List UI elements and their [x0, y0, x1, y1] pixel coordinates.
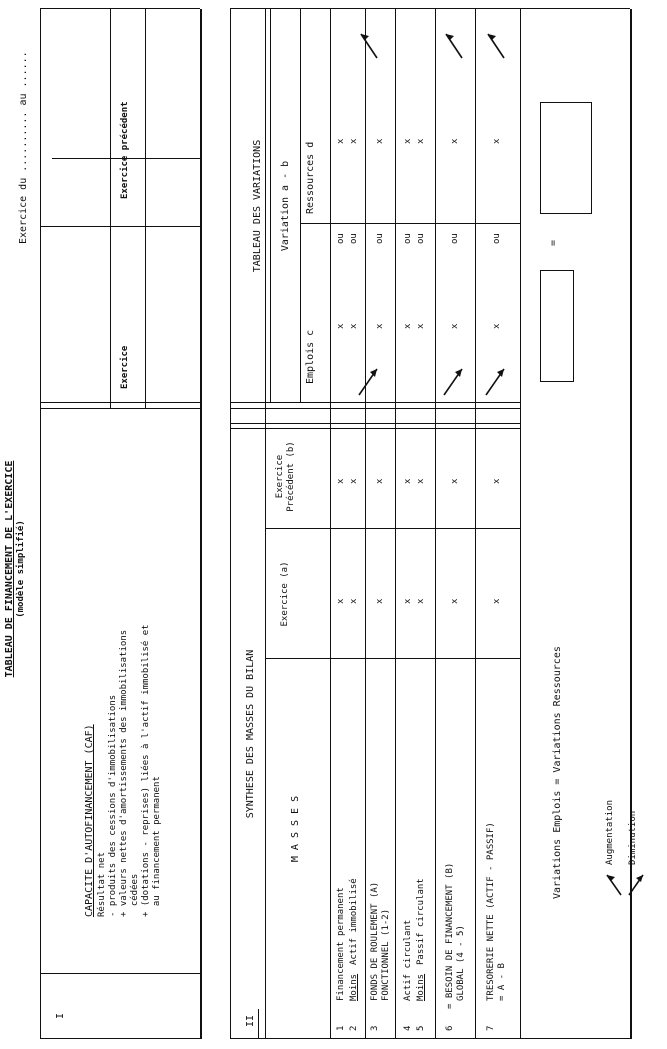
table-cell: x	[403, 598, 413, 604]
table-cell: x	[349, 598, 359, 604]
table-cell: Moins	[416, 973, 426, 1001]
table-cell: ou	[450, 233, 460, 244]
table-cell: x	[375, 598, 385, 604]
bilan-heading: SYNTHESE DES MASSES DU BILAN	[245, 649, 256, 819]
table-cell: x	[349, 138, 359, 144]
emplois-total-box	[540, 270, 574, 382]
table-cell: x	[349, 323, 359, 329]
ressources-label: Ressources d	[305, 141, 316, 214]
table-cell: x	[450, 323, 460, 329]
table-cell: 3	[370, 1025, 380, 1031]
table-cell: TRESORERIE NETTE (ACTIF - PASSIF)	[486, 822, 496, 1001]
diminution-arrow-icon	[625, 869, 647, 899]
caf-col-current: Exercice	[120, 345, 130, 389]
caf-heading: CAPACITE D'AUTOFINANCEMENT (CAF)	[84, 724, 95, 917]
table-cell: ou	[403, 233, 413, 244]
table-cell: FONCTIONNEL (1-2)	[381, 908, 391, 1001]
equality-note: Variations Emplois = Variations Ressources	[552, 646, 563, 899]
decrease-arrow-icon	[355, 359, 385, 399]
table-cell: 6	[445, 1025, 455, 1031]
document-title: TABLEAU DE FINANCEMENT DE L'EXERCICE	[4, 460, 15, 678]
table-cell: x	[450, 138, 460, 144]
variations-heading: TABLEAU DES VARIATIONS	[252, 139, 263, 273]
table-cell: Moins	[349, 973, 359, 1001]
table-cell: x	[336, 478, 346, 484]
table-cell: GLOBAL (4 - 5)	[456, 925, 466, 1001]
variation-label: Variation a - b	[280, 160, 291, 252]
table-cell: x	[403, 138, 413, 144]
col-a-header: Exercice (a)	[280, 561, 290, 627]
table-cell: ou	[375, 233, 385, 244]
table-cell: x	[403, 323, 413, 329]
table-cell: ou	[336, 233, 346, 244]
table-cell: x	[416, 478, 426, 484]
table-cell: 2	[349, 1025, 359, 1031]
table-cell: x	[349, 478, 359, 484]
table-cell: FONDS DE ROULEMENT (A)	[370, 881, 380, 1001]
augmentation-arrow-icon	[603, 869, 625, 899]
table-cell: x	[375, 323, 385, 329]
caf-line: cédées	[130, 873, 140, 917]
legend-augmentation: Augmentation	[605, 799, 615, 865]
decrease-arrow-icon	[482, 359, 512, 399]
masses-label: M A S S E S	[290, 795, 301, 863]
section-ii-number: II	[245, 1014, 256, 1027]
section-i-number: I	[55, 1012, 66, 1019]
table-cell: x	[416, 323, 426, 329]
table-cell: x	[336, 138, 346, 144]
table-cell: x	[336, 598, 346, 604]
table-cell: ou	[416, 233, 426, 244]
decrease-arrow-icon	[440, 359, 470, 399]
increase-arrow-icon	[440, 24, 470, 64]
table-cell: Passif circulant	[416, 878, 426, 965]
caf-line: + valeurs nettes d'amortissements des immobilisations	[119, 629, 129, 917]
table-cell: 4	[403, 1025, 413, 1031]
caf-line: + (dotations - reprises) liées à l'actif immobilisé et	[141, 624, 151, 917]
table-cell: Actif circulant	[403, 919, 413, 1001]
caf-line: - produits des cessions d'immobilisations	[108, 694, 118, 917]
table-cell: x	[450, 598, 460, 604]
table-cell: 7	[486, 1025, 496, 1031]
table-cell: = BESOIN DE FINANCEMENT (B)	[445, 862, 455, 1009]
table-cell: = A - B	[497, 963, 507, 1001]
table-cell: ou	[349, 233, 359, 244]
table-cell: Financement permanent	[336, 887, 346, 1001]
table-cell: x	[375, 478, 385, 484]
table-cell: x	[492, 323, 502, 329]
table-cell: x	[375, 138, 385, 144]
table-cell: 5	[416, 1025, 426, 1031]
period-label: Exercice du .......... au ......	[18, 51, 29, 244]
table-cell: x	[336, 323, 346, 329]
caf-line: au financement permanent	[152, 776, 162, 917]
caf-line: Résultat net	[97, 851, 107, 917]
increase-arrow-icon	[355, 24, 385, 64]
table-cell: x	[492, 478, 502, 484]
table-cell: x	[416, 598, 426, 604]
emplois-label: Emplois c	[305, 329, 316, 384]
table-cell: x	[492, 138, 502, 144]
equals-sign: =	[548, 239, 559, 246]
table-cell: ou	[492, 233, 502, 244]
legend-diminution: Diminution	[628, 810, 638, 865]
document-subtitle: (modèle simplifié)	[16, 520, 26, 618]
table-cell: x	[450, 478, 460, 484]
caf-col-previous: Exercice précédent	[120, 101, 130, 199]
table-cell: x	[416, 138, 426, 144]
table-cell: 1	[336, 1025, 346, 1031]
table-cell: Actif immobilisé	[349, 878, 359, 965]
table-cell: x	[403, 478, 413, 484]
col-b-header: Exercice Précédent (b)	[275, 441, 296, 512]
increase-arrow-icon	[482, 24, 512, 64]
table-cell: x	[492, 598, 502, 604]
ressources-total-box	[540, 102, 592, 214]
